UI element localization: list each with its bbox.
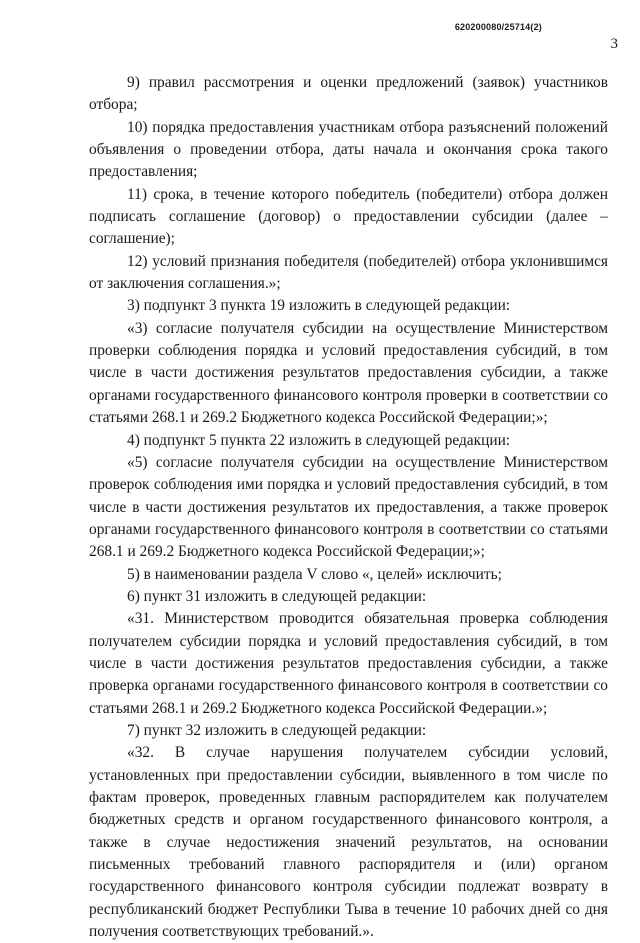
paragraph-item-12: 12) условий признания победителя (победителей) отбора уклонившимся от заключения соглашения.»; [89, 252, 608, 293]
paragraph-amendment-5: 5) в наименовании раздела V слово «, целей» исключить; [127, 565, 502, 583]
paragraph-amendment-4: 4) подпункт 5 пункта 22 изложить в следующей редакции: [127, 431, 511, 449]
paragraph-quote-point-32: «32. В случае нарушения получателем субсидии условий, установленных при предоставлении субсидии, выявленного в том числе по фактам проверок, проведенных главным распорядителем как получателем бюджетных средств и органом государственного финансового контроля, а также в случае недостижения значений результатов, на основании письменных требований главного распорядителя и (или) органом государственного финансового контроля субсидии подлежат возврату в республиканский бюджет Республики Тыва в течение 10 рабочих дней со дня получения соответствующих требований.». [89, 744, 608, 941]
paragraph-quote-subitem-3: «3) согласие получателя субсидии на осуществление Министерством проверки соблюдения порядка и условий предоставления субсидий, в том числе в части достижения результатов предоставления субсидии, а также органами государственного финансового контроля проверки в соответствии со статьями 268.1 и 269.2 Бюджетного кодекса Российской Федерации;»; [89, 319, 608, 427]
paragraph-item-10: 10) порядка предоставления участникам отбора разъяснений положений объявления о проведении отбора, даты начала и окончания срока такого предоставления; [89, 118, 608, 181]
paragraph-amendment-3: 3) подпункт 3 пункта 19 изложить в следующей редакции: [127, 297, 511, 315]
paragraph-quote-point-31: «31. Министерством проводится обязательная проверка соблюдения получателем субсидии порядка и условий предоставления субсидий, в том числе в части достижения результатов предоставления субсидии, а также проверка органами государственного финансового контроля в соответствии со статьями 268.1 и 269.2 Бюджетного кодекса Российской Федерации.»; [89, 610, 608, 717]
page-number: 3 [610, 36, 618, 52]
paragraph-amendment-6: 6) пункт 31 изложить в следующей редакции: [127, 587, 427, 605]
paragraph-amendment-7: 7) пункт 32 изложить в следующей редакции: [127, 721, 427, 739]
document-body [89, 72, 608, 943]
paragraph-item-9: 9) правил рассмотрения и оценки предложений (заявок) участников отбора; [89, 74, 608, 114]
paragraph-quote-subitem-5: «5) согласие получателя субсидии на осуществление Министерством проверок соблюдения ими порядка и условий предоставления субсидий, в том числе в части достижения результатов их предоставления, а также проверок органами государственного финансового контроля в соответствии со статьями 268.1 и 269.2 Бюджетного кодекса Российской Федерации;»; [89, 453, 608, 561]
document-id: 620200080/25714(2) [454, 22, 542, 32]
paragraph-item-11: 11) срока, в течение которого победитель (победители) отбора должен подписать соглашение (договор) о предоставлении субсидии (далее – соглашение); [89, 185, 608, 248]
